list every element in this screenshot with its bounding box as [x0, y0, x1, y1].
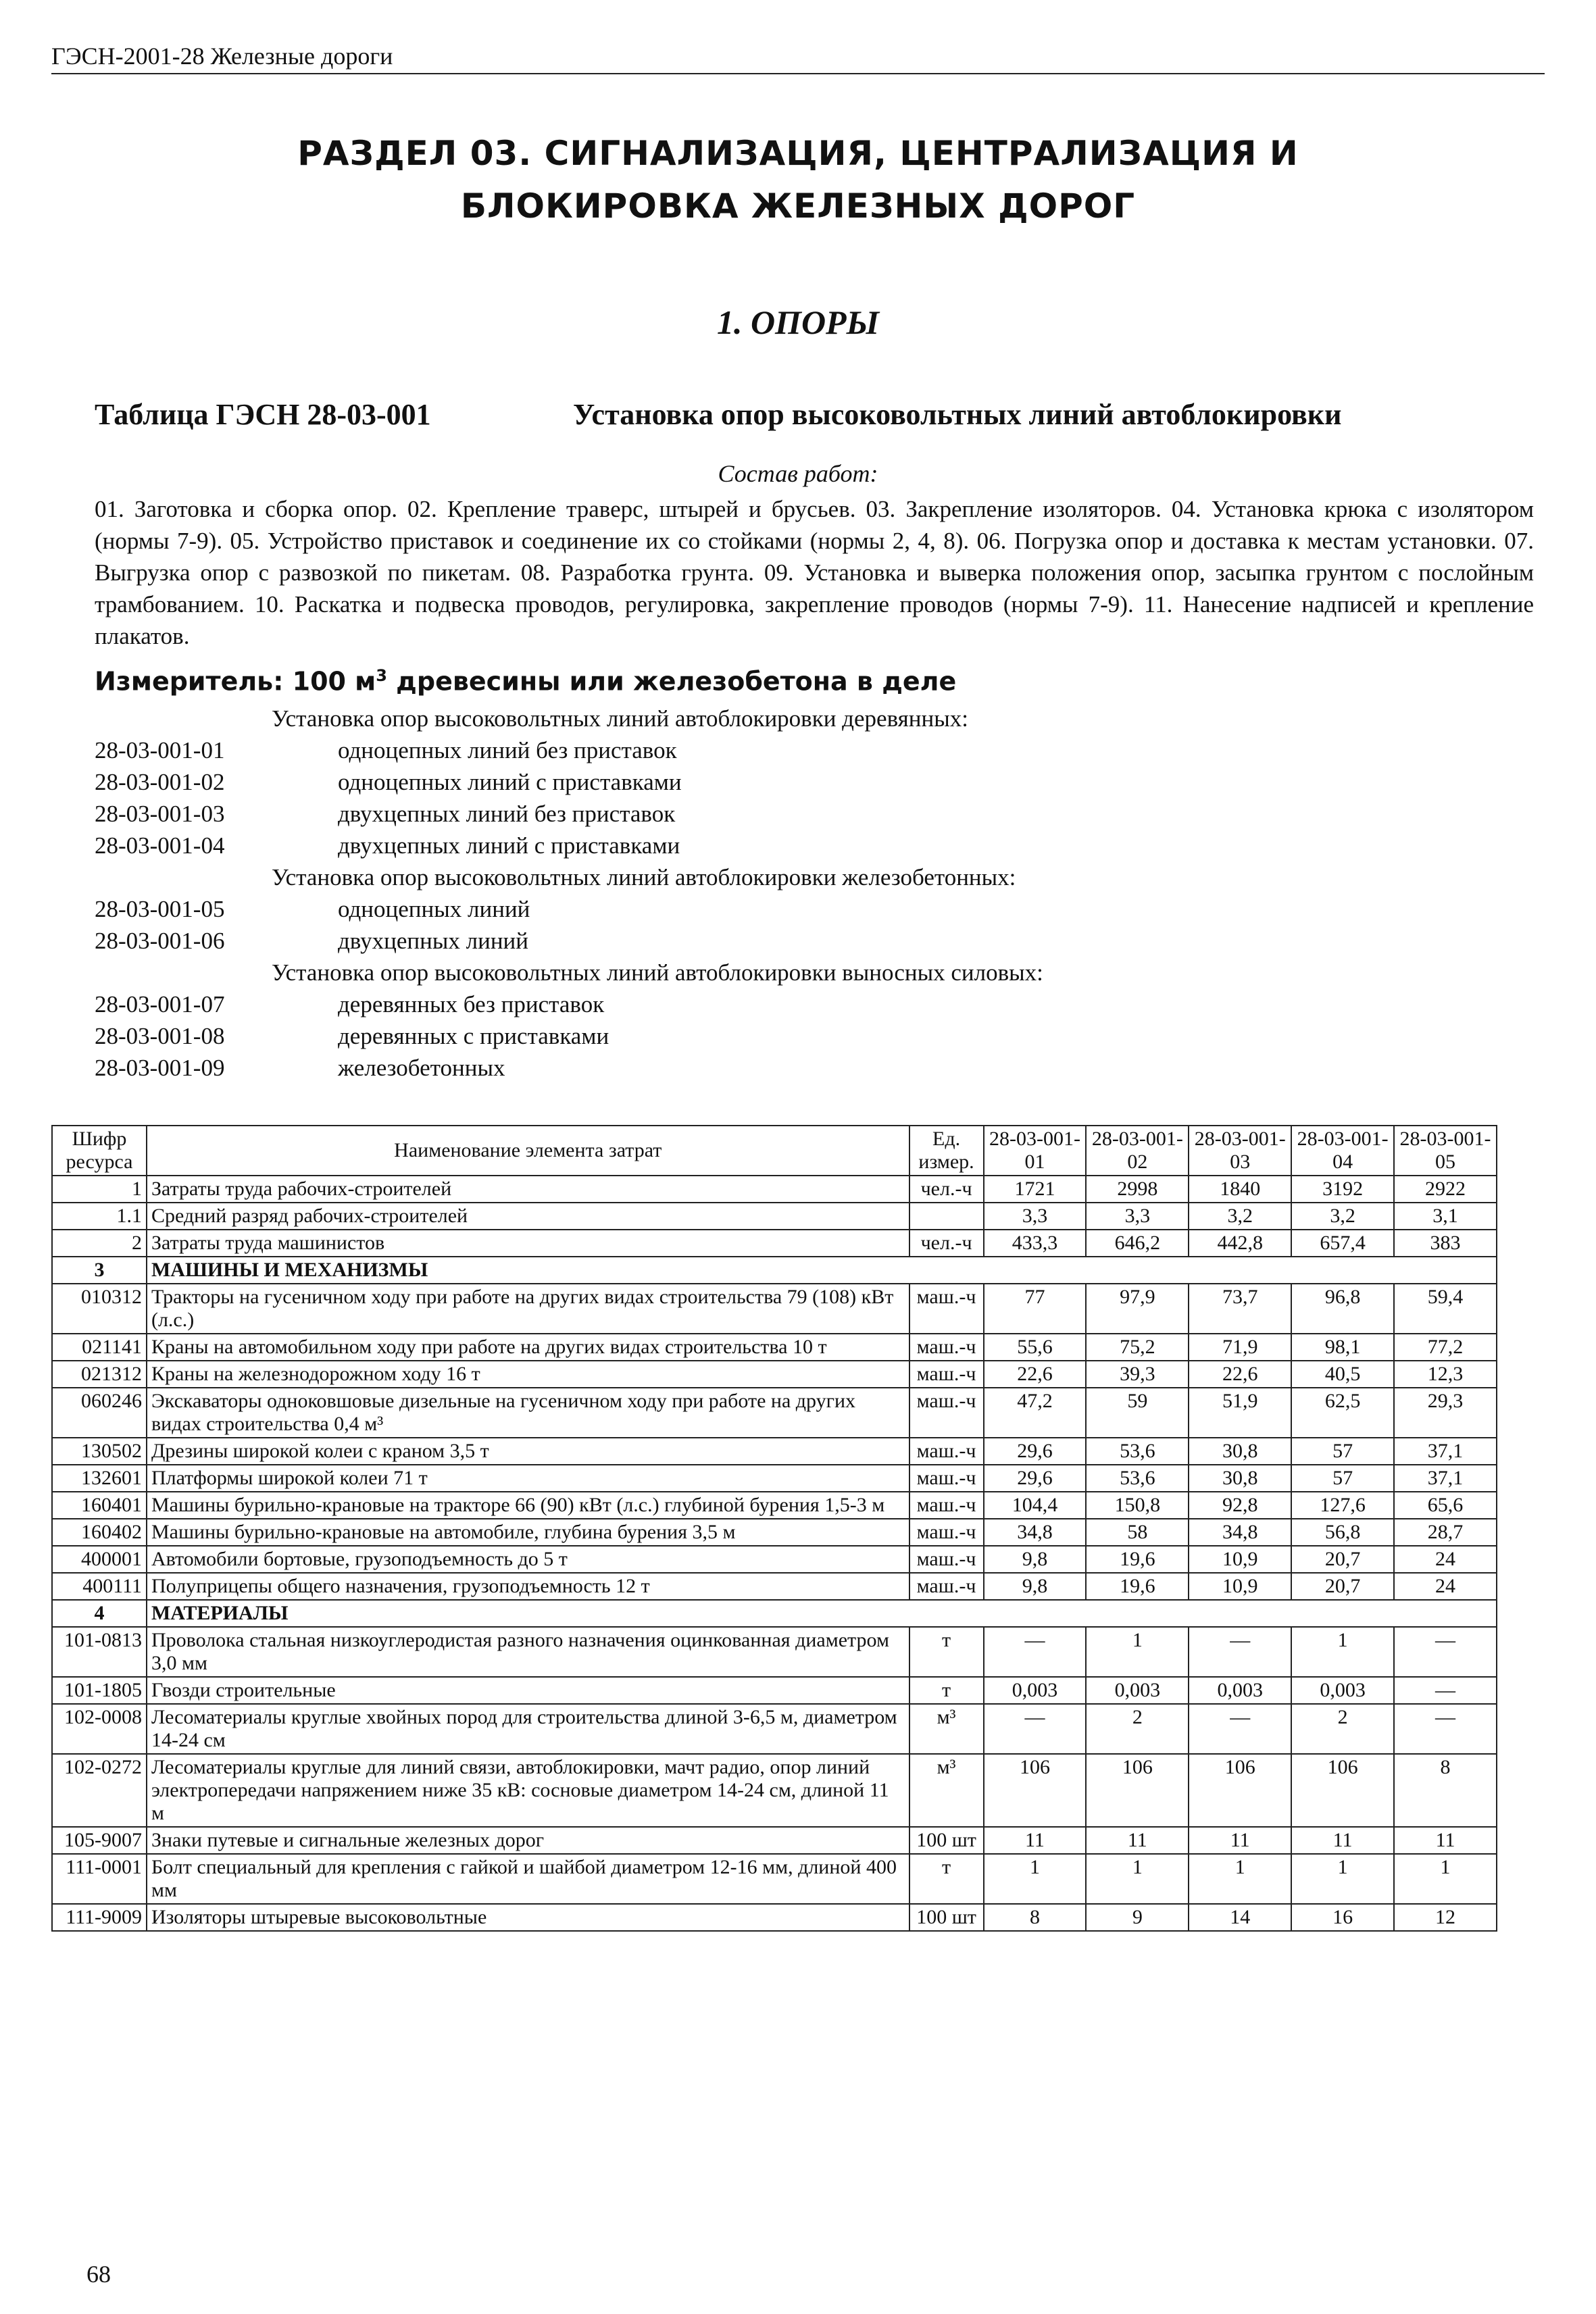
resource-code: 021141	[52, 1334, 147, 1361]
table-row	[52, 1754, 1497, 1827]
table-row	[52, 1230, 1497, 1257]
table-group-row	[52, 1600, 1497, 1627]
code-item	[95, 766, 1043, 798]
unit: маш.-ч	[909, 1388, 984, 1438]
resource-code: 400111	[52, 1573, 147, 1600]
code-item	[95, 988, 1043, 1020]
cost-element-name: Затраты труда машинистов	[147, 1230, 909, 1257]
norm-value: —	[1189, 1704, 1291, 1754]
norm-description: двухцепных линий с приставками	[338, 832, 680, 859]
norm-description: деревянных без приставок	[338, 991, 605, 1017]
norm-value: 0,003	[1291, 1677, 1394, 1704]
resource-code: 1.1	[52, 1203, 147, 1230]
code-item	[95, 1052, 1043, 1084]
section-title	[0, 127, 1596, 232]
cost-element-name: Лесоматериалы круглые для линий связи, автоблокировки, мачт радио, опор линий электропередачи напряжением ниже 35 кВ: сосновые диаметром 14-24 см, длиной 11 м	[147, 1754, 909, 1827]
section-title-line2: БЛОКИРОВКА ЖЕЛЕЗНЫХ ДОРОГ	[460, 186, 1136, 226]
unit	[909, 1203, 984, 1230]
work-description: 01. Заготовка и сборка опор. 02. Крепление траверс, штырей и брусьев. 03. Закрепление изоляторов. 04. Установка крюка с изолятором (нормы 7-9). 05. Устройство приставок и соединение их со стойками (нормы 2, 4, 8). 06. Погрузка опор и доставка к местам установки. 07. Выгрузка опор с развозкой по пикетам. 08. Разработка грунта. 09. Установка и выверка положения опор, засыпка грунтом с послойным трамбованием. 10. Раскатка и подвеска проводов, регулировка, закрепление проводов (нормы 7-9). 11. Нанесение надписей и крепление плакатов.	[95, 496, 1534, 649]
norm-value: 57	[1291, 1438, 1394, 1465]
table-row	[52, 1334, 1497, 1361]
norm-value: 1	[1291, 1854, 1394, 1904]
resource-code: 102-0272	[52, 1754, 147, 1827]
norm-value: 2	[1086, 1704, 1189, 1754]
norm-description: деревянных с приставками	[338, 1023, 609, 1049]
norm-code: 28-03-001-01	[95, 737, 225, 763]
cost-element-name: Затраты труда рабочих-строителей	[147, 1176, 909, 1203]
table-row	[52, 1465, 1497, 1492]
header-rule	[51, 73, 1545, 74]
unit: маш.-ч	[909, 1361, 984, 1388]
norm-value: 40,5	[1291, 1361, 1394, 1388]
table-row	[52, 1546, 1497, 1573]
norm-code: 28-03-001-09	[95, 1055, 225, 1081]
table-group-row	[52, 1257, 1497, 1284]
norm-value: 3,1	[1394, 1203, 1497, 1230]
norm-value: 12,3	[1394, 1361, 1497, 1388]
norm-value: 1	[1291, 1627, 1394, 1677]
norm-value: 2	[1291, 1704, 1394, 1754]
resource-code: 101-0813	[52, 1627, 147, 1677]
norm-value: 34,8	[984, 1519, 1087, 1546]
table-row	[52, 1361, 1497, 1388]
cost-element-name: Болт специальный для крепления с гайкой и шайбой диаметром 12-16 мм, длиной 400 мм	[147, 1854, 909, 1904]
table-row	[52, 1854, 1497, 1904]
norm-value: 14	[1189, 1904, 1291, 1931]
norm-value: 11	[984, 1827, 1087, 1854]
resource-code: 2	[52, 1230, 147, 1257]
norm-description: железобетонных	[338, 1055, 505, 1081]
norm-value: 11	[1291, 1827, 1394, 1854]
norm-value: 16	[1291, 1904, 1394, 1931]
table-id: Таблица ГЭСН 28-03-001	[95, 398, 431, 431]
norm-value: —	[984, 1627, 1087, 1677]
resource-code: 111-0001	[52, 1854, 147, 1904]
norm-description: одноцепных линий с приставками	[338, 769, 682, 795]
norm-value: 12	[1394, 1904, 1497, 1931]
unit: маш.-ч	[909, 1284, 984, 1334]
norm-code: 28-03-001-04	[95, 832, 225, 859]
resource-code: 400001	[52, 1546, 147, 1573]
header-col: 28-03-001-01	[984, 1126, 1087, 1176]
header-code: Шифр ресурса	[52, 1126, 147, 1176]
code-group-title: Установка опор высоковольтных линий автоблокировки железобетонных:	[272, 864, 1016, 890]
norm-value: —	[1394, 1677, 1497, 1704]
norm-value: 56,8	[1291, 1519, 1394, 1546]
norm-value: 77	[984, 1284, 1087, 1334]
norm-value: —	[1189, 1627, 1291, 1677]
unit: 100 шт	[909, 1827, 984, 1854]
table-row	[52, 1438, 1497, 1465]
norm-value: 96,8	[1291, 1284, 1394, 1334]
section-title-line1: РАЗДЕЛ 03. СИГНАЛИЗАЦИЯ, ЦЕНТРАЛИЗАЦИЯ И	[297, 134, 1299, 173]
norm-value: 2922	[1394, 1176, 1497, 1203]
table-row	[52, 1704, 1497, 1754]
norm-value: 1	[984, 1854, 1087, 1904]
norm-value: 55,6	[984, 1334, 1087, 1361]
unit: маш.-ч	[909, 1519, 984, 1546]
resource-code: 130502	[52, 1438, 147, 1465]
code-item	[95, 893, 1043, 925]
norm-value: 104,4	[984, 1492, 1087, 1519]
resource-code: 102-0008	[52, 1704, 147, 1754]
norm-value: 71,9	[1189, 1334, 1291, 1361]
norm-value: 59,4	[1394, 1284, 1497, 1334]
norm-value: 383	[1394, 1230, 1497, 1257]
table-row	[52, 1904, 1497, 1931]
group-title: МАТЕРИАЛЫ	[147, 1600, 1497, 1627]
resource-code: 160402	[52, 1519, 147, 1546]
norm-value: 34,8	[1189, 1519, 1291, 1546]
resource-code: 160401	[52, 1492, 147, 1519]
norm-value: 3,2	[1291, 1203, 1394, 1230]
resource-code: 105-9007	[52, 1827, 147, 1854]
work-heading: Состав работ:	[718, 460, 878, 487]
cost-element-name: Машины бурильно-крановые на автомобиле, глубина бурения 3,5 м	[147, 1519, 909, 1546]
norm-code: 28-03-001-03	[95, 801, 225, 827]
norm-value: —	[1394, 1704, 1497, 1754]
resource-code: 3	[52, 1257, 147, 1284]
cost-element-name: Знаки путевые и сигнальные железных дорог	[147, 1827, 909, 1854]
norm-value: 0,003	[1189, 1677, 1291, 1704]
header-col: 28-03-001-04	[1291, 1126, 1394, 1176]
norm-value: 0,003	[1086, 1677, 1189, 1704]
code-item	[95, 734, 1043, 766]
unit: маш.-ч	[909, 1438, 984, 1465]
running-title: ГЭСН-2001-28 Железные дороги	[51, 43, 393, 70]
table-row	[52, 1573, 1497, 1600]
norm-value: 1840	[1189, 1176, 1291, 1203]
norm-value: 106	[1291, 1754, 1394, 1827]
header-col: 28-03-001-03	[1189, 1126, 1291, 1176]
page-number: 68	[86, 2261, 111, 2288]
norm-value: 47,2	[984, 1388, 1087, 1438]
norm-value: 106	[984, 1754, 1087, 1827]
group-title: МАШИНЫ И МЕХАНИЗМЫ	[147, 1257, 1497, 1284]
cost-element-name: Средний разряд рабочих-строителей	[147, 1203, 909, 1230]
norm-value: 657,4	[1291, 1230, 1394, 1257]
cost-element-name: Экскаваторы одноковшовые дизельные на гусеничном ходу при работе на других видах строительства 0,4 м³	[147, 1388, 909, 1438]
header-col: 28-03-001-05	[1394, 1126, 1497, 1176]
norm-value: 1	[1086, 1854, 1189, 1904]
norm-value: 3,3	[1086, 1203, 1189, 1230]
cost-element-name: Тракторы на гусеничном ходу при работе на других видах строительства 79 (108) кВт (л.с.)	[147, 1284, 909, 1334]
cost-element-name: Лесоматериалы круглые хвойных пород для строительства длиной 3-6,5 м, диаметром 14-24 см	[147, 1704, 909, 1754]
resource-code: 010312	[52, 1284, 147, 1334]
unit: т	[909, 1677, 984, 1704]
norm-value: 3,3	[984, 1203, 1087, 1230]
cost-table	[51, 1125, 1497, 1932]
cost-element-name: Краны на автомобильном ходу при работе на других видах строительства 10 т	[147, 1334, 909, 1361]
unit: 100 шт	[909, 1904, 984, 1931]
table-row	[52, 1203, 1497, 1230]
code-item	[95, 798, 1043, 830]
unit: чел.-ч	[909, 1230, 984, 1257]
norm-value: 1	[1086, 1627, 1189, 1677]
unit: маш.-ч	[909, 1334, 984, 1361]
unit: т	[909, 1627, 984, 1677]
norm-value: 106	[1086, 1754, 1189, 1827]
norm-value: 9	[1086, 1904, 1189, 1931]
unit: маш.-ч	[909, 1546, 984, 1573]
norm-value: 646,2	[1086, 1230, 1189, 1257]
norm-value: 10,9	[1189, 1546, 1291, 1573]
norm-value: 150,8	[1086, 1492, 1189, 1519]
norm-value: 28,7	[1394, 1519, 1497, 1546]
cost-element-name: Изоляторы штыревые высоковольтные	[147, 1904, 909, 1931]
header-name: Наименование элемента затрат	[147, 1126, 909, 1176]
norm-code: 28-03-001-05	[95, 896, 225, 922]
norm-value: 57	[1291, 1465, 1394, 1492]
header-unit: Ед. измер.	[909, 1126, 984, 1176]
cost-element-name: Проволока стальная низкоуглеродистая разного назначения оцинкованная диаметром 3,0 мм	[147, 1627, 909, 1677]
unit: маш.-ч	[909, 1465, 984, 1492]
unit: м³	[909, 1754, 984, 1827]
norm-value: 20,7	[1291, 1573, 1394, 1600]
norm-value: 19,6	[1086, 1546, 1189, 1573]
table-header-row	[52, 1126, 1497, 1176]
meter-line	[95, 666, 956, 697]
code-item	[95, 830, 1043, 861]
table-caption: Установка опор высоковольтных линий автоблокировки	[573, 398, 1342, 431]
cost-element-name: Платформы широкой колеи 71 т	[147, 1465, 909, 1492]
resource-code: 132601	[52, 1465, 147, 1492]
norm-value: 24	[1394, 1546, 1497, 1573]
resource-code: 1	[52, 1176, 147, 1203]
table-row	[52, 1492, 1497, 1519]
norm-value: 10,9	[1189, 1573, 1291, 1600]
norm-value: 77,2	[1394, 1334, 1497, 1361]
norm-value: 53,6	[1086, 1465, 1189, 1492]
norm-value: 9,8	[984, 1573, 1087, 1600]
norm-value: 59	[1086, 1388, 1189, 1438]
norm-value: 8	[1394, 1754, 1497, 1827]
cost-element-name: Гвозди строительные	[147, 1677, 909, 1704]
norm-value: 65,6	[1394, 1492, 1497, 1519]
norm-value: 97,9	[1086, 1284, 1189, 1334]
table-row	[52, 1627, 1497, 1677]
resource-code: 060246	[52, 1388, 147, 1438]
norm-description: одноцепных линий	[338, 896, 530, 922]
resource-code: 101-1805	[52, 1677, 147, 1704]
subsection-title: 1. ОПОРЫ	[716, 303, 880, 341]
norm-value: 19,6	[1086, 1573, 1189, 1600]
cost-element-name: Дрезины широкой колеи с краном 3,5 т	[147, 1438, 909, 1465]
norm-description: двухцепных линий	[338, 928, 529, 954]
table-row	[52, 1284, 1497, 1334]
norm-code-list	[95, 703, 1043, 1084]
norm-value: 29,3	[1394, 1388, 1497, 1438]
norm-value: 9,8	[984, 1546, 1087, 1573]
norm-value: 62,5	[1291, 1388, 1394, 1438]
code-item	[95, 925, 1043, 957]
table-row	[52, 1388, 1497, 1438]
norm-value: 1	[1394, 1854, 1497, 1904]
unit: маш.-ч	[909, 1573, 984, 1600]
norm-value: 3192	[1291, 1176, 1394, 1203]
norm-value: 51,9	[1189, 1388, 1291, 1438]
table-row	[52, 1677, 1497, 1704]
code-item	[95, 1020, 1043, 1052]
cost-element-name: Краны на железнодорожном ходу 16 т	[147, 1361, 909, 1388]
norm-value: 442,8	[1189, 1230, 1291, 1257]
resource-code: 4	[52, 1600, 147, 1627]
norm-value: 73,7	[1189, 1284, 1291, 1334]
norm-description: двухцепных линий без приставок	[338, 801, 676, 827]
norm-value: —	[1394, 1627, 1497, 1677]
norm-value: 8	[984, 1904, 1087, 1931]
unit: м³	[909, 1704, 984, 1754]
norm-value: 30,8	[1189, 1465, 1291, 1492]
norm-value: 24	[1394, 1573, 1497, 1600]
norm-value: 58	[1086, 1519, 1189, 1546]
norm-code: 28-03-001-02	[95, 769, 225, 795]
norm-value: 11	[1189, 1827, 1291, 1854]
norm-value: 75,2	[1086, 1334, 1189, 1361]
norm-value: 11	[1086, 1827, 1189, 1854]
norm-value: 22,6	[984, 1361, 1087, 1388]
meter-suffix: древесины или железобетона в деле	[386, 666, 957, 697]
norm-value: 0,003	[984, 1677, 1087, 1704]
norm-value: 2998	[1086, 1176, 1189, 1203]
norm-code: 28-03-001-07	[95, 991, 225, 1017]
norm-value: 29,6	[984, 1465, 1087, 1492]
norm-description: одноцепных линий без приставок	[338, 737, 677, 763]
norm-code: 28-03-001-06	[95, 928, 225, 954]
norm-value: 1	[1189, 1854, 1291, 1904]
norm-value: —	[984, 1704, 1087, 1754]
norm-code: 28-03-001-08	[95, 1023, 225, 1049]
norm-value: 106	[1189, 1754, 1291, 1827]
unit: т	[909, 1854, 984, 1904]
header-col: 28-03-001-02	[1086, 1126, 1189, 1176]
norm-value: 92,8	[1189, 1492, 1291, 1519]
norm-value: 3,2	[1189, 1203, 1291, 1230]
table-row	[52, 1519, 1497, 1546]
code-group-title: Установка опор высоковольтных линий автоблокировки деревянных:	[272, 705, 968, 732]
cost-element-name: Машины бурильно-крановые на тракторе 66 (90) кВт (л.с.) глубиной бурения 1,5-3 м	[147, 1492, 909, 1519]
table-row	[52, 1827, 1497, 1854]
unit: маш.-ч	[909, 1492, 984, 1519]
norm-value: 37,1	[1394, 1465, 1497, 1492]
resource-code: 021312	[52, 1361, 147, 1388]
meter-prefix: Измеритель: 100 м	[95, 666, 376, 697]
meter-sup: 3	[376, 666, 387, 685]
cost-element-name: Автомобили бортовые, грузоподъемность до 5 т	[147, 1546, 909, 1573]
norm-value: 29,6	[984, 1438, 1087, 1465]
norm-value: 53,6	[1086, 1438, 1189, 1465]
norm-value: 11	[1394, 1827, 1497, 1854]
norm-value: 433,3	[984, 1230, 1087, 1257]
resource-code: 111-9009	[52, 1904, 147, 1931]
unit: чел.-ч	[909, 1176, 984, 1203]
norm-value: 20,7	[1291, 1546, 1394, 1573]
norm-value: 30,8	[1189, 1438, 1291, 1465]
norm-value: 39,3	[1086, 1361, 1189, 1388]
cost-element-name: Полуприцепы общего назначения, грузоподъемность 12 т	[147, 1573, 909, 1600]
norm-value: 1721	[984, 1176, 1087, 1203]
norm-value: 37,1	[1394, 1438, 1497, 1465]
norm-value: 98,1	[1291, 1334, 1394, 1361]
table-row	[52, 1176, 1497, 1203]
norm-value: 127,6	[1291, 1492, 1394, 1519]
code-group-title: Установка опор высоковольтных линий автоблокировки выносных силовых:	[272, 959, 1043, 986]
norm-value: 22,6	[1189, 1361, 1291, 1388]
